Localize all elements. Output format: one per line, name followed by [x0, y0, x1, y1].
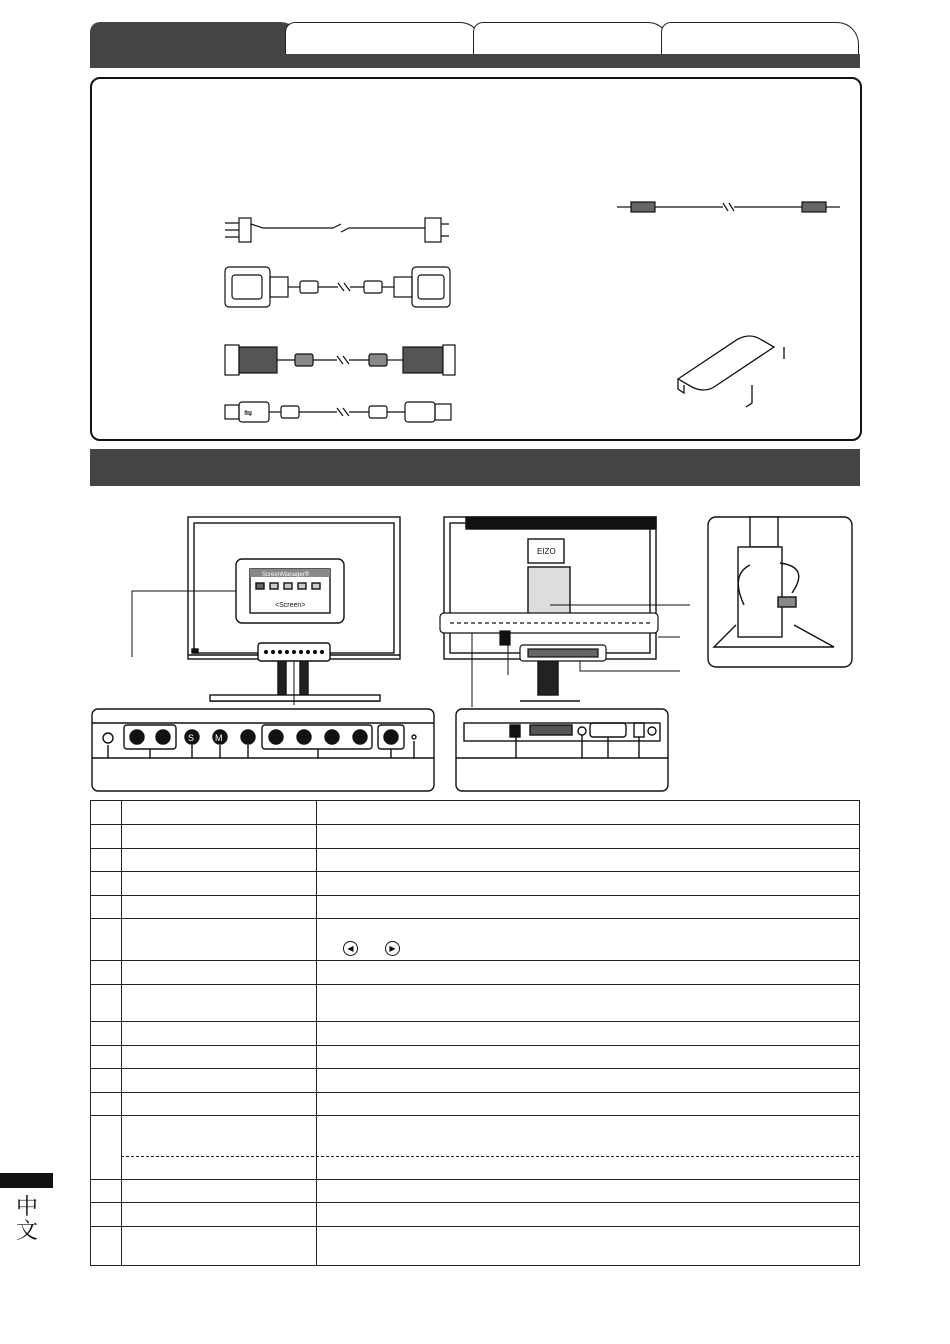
cable-cover-illustration: [678, 336, 784, 407]
accessory-illustrations: [92, 79, 860, 439]
table-row: [91, 919, 859, 961]
svg-text:⇋: ⇋: [244, 408, 253, 419]
front-screenmanager-osd: [236, 559, 344, 623]
left-arrow-icon: [269, 730, 283, 744]
osd-menu-label: <Screen>: [275, 602, 306, 609]
right-arrow-icon: [353, 730, 367, 744]
table-row: [91, 896, 859, 919]
table-row: [91, 1116, 859, 1180]
volume-up-icon: [156, 730, 170, 744]
enter-icon: [241, 730, 255, 744]
table-row: [91, 1180, 859, 1203]
table-row: [91, 985, 859, 1022]
table-row: [91, 1046, 859, 1069]
volume-down-icon: [130, 730, 144, 744]
table-row: [91, 1227, 859, 1267]
cable-holder-inset: [708, 517, 852, 667]
dsub-cable-illustration: [225, 345, 455, 375]
language-tab-marker: [0, 1173, 53, 1188]
language-label: 中文: [15, 1195, 38, 1244]
tab-bar: [90, 54, 860, 68]
m-button-label: M: [215, 733, 223, 743]
table-row: [91, 825, 859, 849]
rear-connector-strip: [440, 613, 658, 661]
controls-and-functions-diagram: [90, 505, 860, 795]
down-arrow-icon: [297, 730, 311, 744]
tab-2[interactable]: [285, 22, 482, 57]
rear-logo: EIZO: [537, 547, 556, 556]
tab-4[interactable]: [661, 22, 859, 57]
rear-port-detail: [456, 709, 668, 791]
package-contents-panel: [90, 77, 862, 441]
dvi-cable-illustration: [225, 267, 450, 307]
left-arrow-icon: ◀: [343, 941, 358, 956]
audio-cable-illustration: [617, 202, 840, 212]
tab-3[interactable]: [473, 22, 670, 57]
table-row: [91, 1203, 859, 1227]
controls-table: [90, 800, 860, 1266]
tab-1[interactable]: [90, 22, 302, 57]
row-subdivider: [121, 1156, 859, 1157]
front-button-detail: [92, 709, 434, 791]
power-cord-illustration: [225, 218, 449, 242]
rear-monitor: [444, 517, 656, 701]
table-row: [91, 849, 859, 872]
table-row: [91, 961, 859, 985]
table-row: [91, 1093, 859, 1116]
front-button-strip: [258, 643, 330, 661]
osd-title: ScreenManager®: [262, 572, 310, 578]
table-header-row: [91, 801, 859, 825]
usb-cable-illustration: [225, 402, 451, 422]
table-row: [91, 1069, 859, 1093]
table-row: [91, 1022, 859, 1046]
right-arrow-icon: ▶: [385, 941, 400, 956]
up-arrow-icon: [325, 730, 339, 744]
table-row: [91, 872, 859, 896]
power-icon: [384, 730, 398, 744]
section-banner: [90, 449, 860, 486]
s-button-label: S: [188, 733, 195, 743]
